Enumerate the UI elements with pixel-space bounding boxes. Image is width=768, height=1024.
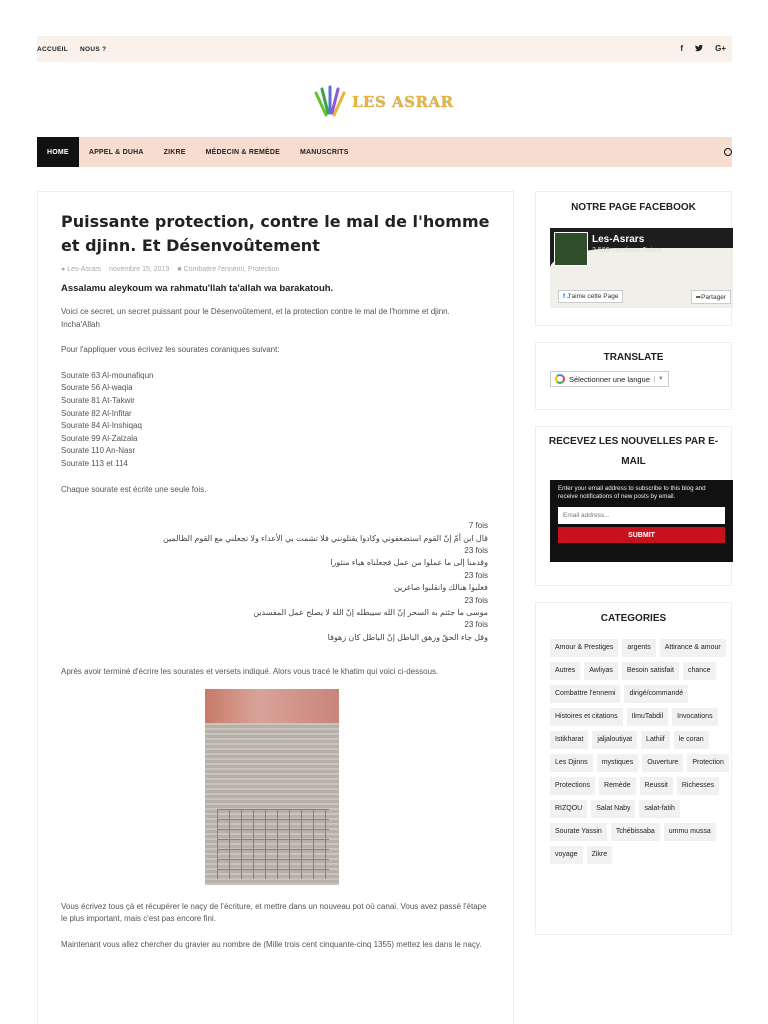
tag-protection[interactable]: Protection [687,754,729,772]
tag-besoin-satisfait[interactable]: Besoin satisfait [622,662,679,680]
tag-chance[interactable]: chance [683,662,716,680]
top-link-nous[interactable]: NOUS ? [80,45,107,53]
widget-title: RECEVEZ LES NOUVELLES PAR E-MAIL [548,436,719,467]
tag-ummu-mussa[interactable]: ummu mussa [664,823,716,841]
list-item: Sourate 113 et 114 [61,458,128,468]
nav-medecin-remede[interactable]: MÉDECIN & REMÈDE [205,148,280,156]
post-categories[interactable]: ■ Combattre l'ennemi, Protection [177,266,280,273]
list-item: Sourate 56 Al-waqia [61,383,133,393]
tag-amour-prestiges[interactable]: Amour & Prestiges [550,639,618,657]
fb-like-button[interactable] [558,290,623,303]
post-article [37,191,514,1024]
post-date: novembre 15, 2019 [109,266,170,273]
nav-appel-duha[interactable]: APPEL & DUHA [88,148,144,156]
widget-categories [535,602,732,935]
post-paragraph-6: Maintenant vous allez chercher du gravier au nombre de (Mille trois cent cinquante-cinq 1355) mettez les dans le naçy. [61,939,482,949]
widget-title: NOTRE PAGE FACEBOOK [571,202,696,213]
post-salam: Assalamu aleykoum wa rahmatu'llah ta'allah wa barakatouh. [61,283,334,294]
post-paragraph-5: Vous écrivez tous çà et récupérer le naçy de l'écriture, et mettre dans un nouveau pot où canai. Vous avez passé l'étape le plus important, mais c'est pas encore fini. [61,901,487,924]
verse-text: قال ابن أمّ إنّ القوم استضعفوني وكادوا يقتلونني فلا تشمت بي الأعداء ولا تجعلني مع القوم الظالمين [162,533,488,543]
post-paragraph-2: Pour l'appliquer vous écrivez les sourates coraniques suivant: [61,345,280,355]
verse-text: وقدمنا إلى ما عملوا من عمل فجعلناه هباء منثورا [330,558,488,568]
tag-salat-fatih[interactable]: salat-fatih [639,800,679,818]
email-field[interactable] [558,507,725,524]
twitter-icon[interactable] [695,44,703,54]
language-select-label: Sélectionner une langue [569,374,650,384]
verse-count: 23 fois [464,545,488,555]
tag-remede[interactable]: Remède [599,777,635,795]
language-select[interactable] [550,371,669,387]
tag-dirige-commande[interactable]: dirigé/commandé [624,685,688,703]
tag-lathiif[interactable]: Lathiif [641,731,670,749]
subscribe-description: Enter your email address to subscribe to this blog and receive notifications of new posts by email. [558,485,706,501]
post-paragraph-3: Chaque sourate est écrite une seule fois. [61,484,207,494]
widget-newsletter [535,426,732,586]
list-item: Sourate 110 An-Nasr [61,446,136,456]
main-nav [37,137,732,167]
facebook-icon[interactable]: f [680,44,684,53]
tag-mystiques[interactable]: mystiques [597,754,639,772]
top-links [37,46,106,53]
tag-rizqou[interactable]: RIZQOU [550,800,587,818]
google-icon [555,374,565,384]
post-meta [61,266,490,273]
post-paragraph-4: Après avoir terminé d'écrire les sourates et versets indiqué. Alors vous tracé le khatim qui voici ci-dessous. [61,667,439,677]
widget-facebook [535,191,732,326]
list-item: Sourate 63 Al-mounafiqun [61,370,154,380]
tag-awliyas[interactable]: Awliyas [584,662,618,680]
khatim-image[interactable] [205,689,339,885]
site-logo[interactable] [312,84,468,120]
fb-avatar[interactable] [554,232,588,266]
tag-le-coran[interactable]: le coran [674,731,709,749]
verse-count: 23 fois [464,570,488,580]
tag-zikre[interactable]: Zikre [587,846,613,864]
submit-button[interactable]: SUBMIT [558,527,725,543]
widget-title: TRANSLATE [603,352,664,363]
image-top-fabric [205,689,339,723]
post-paragraph-1: Voici ce secret, un secret puissant pour le Désenvoûtement, et la protection contre le mal de l'homme et djinn. Incha'Allah [61,307,450,329]
image-grid [217,809,329,879]
nav-manuscrits[interactable]: MANUSCRITS [299,148,349,156]
tag-les-djinns[interactable]: Les Djinns [550,754,593,772]
categories-text[interactable]: Combattre l'ennemi, Protection [183,266,280,273]
tag-jaljaloutiyat[interactable]: jaljaloutiyat [592,731,637,749]
share-icon: ➦ [695,294,702,301]
facebook-page-plugin[interactable] [550,228,733,308]
category-tags [550,639,730,864]
verse-count: 7 fois [468,521,488,531]
verse-text: موسى ما جئتم به السحر إنّ الله سيبطله إنّ الله لا يصلح عمل المفسدين [253,607,488,617]
list-item: Sourate 81 At-Takwir [61,395,135,405]
top-link-accueil[interactable]: ACCUEIL [37,45,68,53]
tag-combattre-ennemi[interactable]: Combattre l'ennemi [550,685,620,703]
tag-histoires-citations[interactable]: Histoires et citations [550,708,623,726]
tag-ilmutabdil[interactable]: IlmuTabdil [627,708,669,726]
tag-protections[interactable]: Protections [550,777,595,795]
tag-autres[interactable]: Autres [550,662,580,680]
tag-voyage[interactable]: voyage [550,846,583,864]
post-title[interactable]: Puissante protection, contre le mal de l'homme et djinn. Et Désenvoûtement [61,212,490,255]
facebook-icon: f [563,293,566,300]
verse-count: 23 fois [464,595,488,605]
verse-text: فغلبوا هنالك وانقلبوا صاغرين [394,583,488,593]
tag-salat-naby[interactable]: Salat Naby [591,800,635,818]
tag-invocations[interactable]: Invocations [672,708,717,726]
google-plus-icon[interactable]: G+ [715,44,726,53]
tag-richesses[interactable]: Richesses [677,777,719,795]
chevron-down-icon: ▼ [654,376,664,382]
subscribe-form [550,480,733,562]
tag-reussit[interactable]: Reussit [640,777,673,795]
fb-like-label: J'aime cette Page [566,293,619,300]
nav-home[interactable]: HOME [37,137,79,167]
widget-title: CATEGORIES [600,613,667,624]
tag-argents[interactable]: argents [622,639,655,657]
fb-like-count: 2 566 mentions J'aime [592,247,662,254]
search-icon[interactable] [724,148,732,156]
verse-count: 23 fois [464,620,488,630]
nav-zikre[interactable]: ZIKRE [163,148,186,156]
verse-text: وقل جاء الحقّ وزهق الباطل إنّ الباطل كان زهوقا [327,632,488,642]
arabic-verses [61,520,490,644]
tag-sourate-yassin[interactable]: Sourate Yassin [550,823,607,841]
list-item: Sourate 82 Al-Infitar [61,408,132,418]
tag-istikharat[interactable]: Istikharat [550,731,588,749]
logo-text: LES ASRAR [352,93,454,111]
list-item: Sourate 84 Al-Inshiqaq [61,421,142,431]
tag-ouverture[interactable]: Ouverture [642,754,683,772]
post-author[interactable]: ● Les-Asrars [61,266,102,273]
fb-page-name[interactable]: Les-Asrars [592,234,645,245]
tag-tchebissaba[interactable]: Tchébissaba [611,823,660,841]
author-name[interactable]: Les-Asrars [67,266,102,273]
fb-share-button[interactable] [691,290,731,304]
widget-translate [535,342,732,410]
list-item: Sourate 99 Al-Zalzala [61,433,138,443]
sourates-list [61,370,490,471]
fb-share-label: Partager [701,294,726,301]
logo-icon [312,85,348,119]
top-bar [37,36,732,62]
tag-attirance-amour[interactable]: Attirance & amour [660,639,726,657]
social-links [680,44,726,54]
